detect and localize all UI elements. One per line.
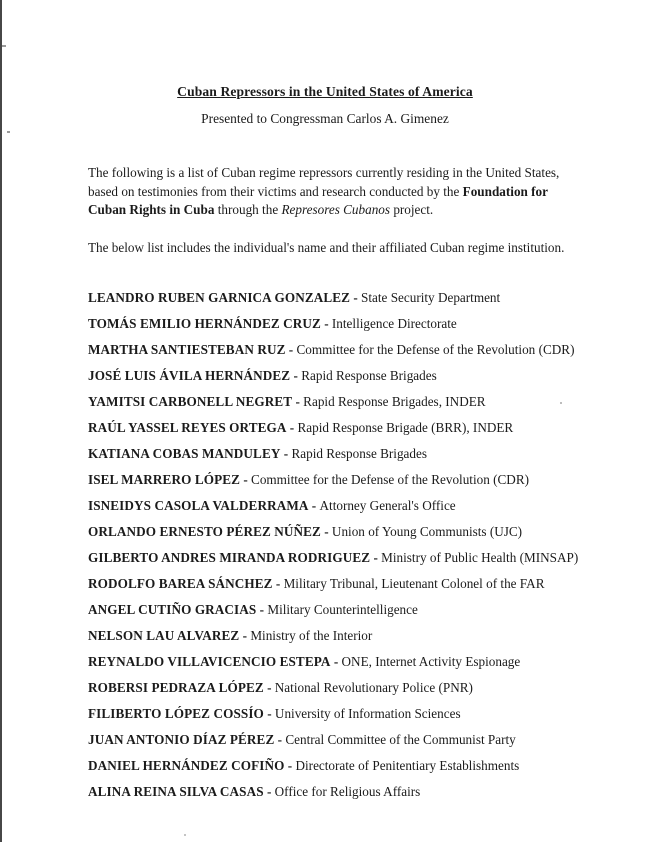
list-item xyxy=(88,784,588,810)
institution: Ministry of Public Health (MINSAP) xyxy=(381,550,579,565)
person-name: DANIEL HERNÁNDEZ COFIÑO xyxy=(88,758,285,773)
list-item xyxy=(88,628,588,654)
institution: Rapid Response Brigades xyxy=(301,368,437,383)
list-item xyxy=(88,732,588,758)
separator: - xyxy=(350,290,362,305)
person-name: ALINA REINA SILVA CASAS xyxy=(88,784,264,799)
scan-speck xyxy=(7,131,10,133)
person-name: ROBERSI PEDRAZA LÓPEZ xyxy=(88,680,264,695)
separator: - xyxy=(330,654,342,669)
institution: ONE, Internet Activity Espionage xyxy=(341,654,521,669)
separator: - xyxy=(285,342,297,357)
separator: - xyxy=(256,602,268,617)
institution: Military Tribunal, Lieutenant Colonel of the FAR xyxy=(283,576,545,591)
project-name: Represores Cubanos xyxy=(281,202,391,217)
separator: - xyxy=(286,420,298,435)
institution: Attorney General's Office xyxy=(319,498,456,513)
list-item xyxy=(88,394,588,420)
list-item xyxy=(88,576,588,602)
list-item xyxy=(88,316,588,342)
institution: Rapid Response Brigade (BRR), INDER xyxy=(297,420,514,435)
list-item xyxy=(88,498,588,524)
person-name: JUAN ANTONIO DÍAZ PÉREZ xyxy=(88,732,275,747)
person-name: JOSÉ LUIS ÁVILA HERNÁNDEZ xyxy=(88,368,291,383)
intro-text-mid: through the xyxy=(214,202,282,217)
institution: Ministry of the Interior xyxy=(250,628,373,643)
separator: - xyxy=(272,576,284,591)
document-subtitle: Presented to Congressman Carlos A. Gimenez xyxy=(201,111,449,126)
person-name: KATIANA COBAS MANDULEY xyxy=(88,446,281,461)
scan-speck xyxy=(184,834,186,836)
list-item xyxy=(88,654,588,680)
institution: University of Information Sciences xyxy=(274,706,461,721)
list-item xyxy=(88,706,588,732)
institution: Rapid Response Brigades xyxy=(291,446,427,461)
document-title: Cuban Repressors in the United States of America xyxy=(177,84,473,99)
separator: - xyxy=(274,732,286,747)
scan-speck xyxy=(560,402,562,404)
separator: - xyxy=(370,550,382,565)
list-item xyxy=(88,602,588,628)
list-item xyxy=(88,472,588,498)
note-paragraph: The below list includes the individual's name and their affiliated Cuban regime institution. xyxy=(88,239,565,255)
person-name: MARTHA SANTIESTEBAN RUZ xyxy=(88,342,286,357)
list-item xyxy=(88,550,588,576)
institution: National Revolutionary Police (PNR) xyxy=(274,680,473,695)
separator: - xyxy=(284,758,296,773)
person-name: RAÚL YASSEL REYES ORTEGA xyxy=(88,420,287,435)
scan-edge-artifact xyxy=(0,0,2,842)
foundation-name: Foundation for Cuban Rights in Cuba xyxy=(88,183,548,217)
person-name: GILBERTO ANDRES MIRANDA RODRIGUEZ xyxy=(88,550,371,565)
separator: - xyxy=(320,316,332,331)
institution: Union of Young Communists (UJC) xyxy=(331,524,523,539)
separator: - xyxy=(280,446,292,461)
person-name: FILIBERTO LÓPEZ COSSÍO xyxy=(88,706,264,721)
person-name: ISEL MARRERO LÓPEZ xyxy=(88,472,241,487)
person-name: ORLANDO ERNESTO PÉREZ NÚÑEZ xyxy=(88,524,321,539)
intro-section xyxy=(88,164,572,257)
separator: - xyxy=(263,680,275,695)
intro-text-end: project. xyxy=(390,202,434,217)
intro-text-start: The following is a list of Cuban regime repressors currently residing in the United States, based on testimonies from their victims and research conducted by the xyxy=(88,165,560,199)
heading-block xyxy=(0,84,650,127)
institution: Military Counterintelligence xyxy=(267,602,418,617)
intro-paragraph xyxy=(88,164,572,220)
separator: - xyxy=(320,524,332,539)
list-item xyxy=(88,290,588,316)
person-name: YAMITSI CARBONELL NEGRET xyxy=(88,394,293,409)
separator: - xyxy=(308,498,320,513)
list-item xyxy=(88,758,588,784)
person-name: REYNALDO VILLAVICENCIO ESTEPA xyxy=(88,654,331,669)
institution: State Security Department xyxy=(361,290,501,305)
separator: - xyxy=(239,628,251,643)
institution: Central Committee of the Communist Party xyxy=(285,732,516,747)
person-name: ANGEL CUTIÑO GRACIAS xyxy=(88,602,257,617)
list-item xyxy=(88,524,588,550)
list-item xyxy=(88,446,588,472)
person-name: TOMÁS EMILIO HERNÁNDEZ CRUZ xyxy=(88,316,321,331)
separator: - xyxy=(263,784,275,799)
person-name: NELSON LAU ALVAREZ xyxy=(88,628,240,643)
institution: Intelligence Directorate xyxy=(331,316,457,331)
list-item xyxy=(88,368,588,394)
separator: - xyxy=(290,368,302,383)
institution: Rapid Response Brigades, INDER xyxy=(303,394,486,409)
institution: Committee for the Defense of the Revolution (CDR) xyxy=(251,472,530,487)
list-item xyxy=(88,680,588,706)
institution: Directorate of Penitentiary Establishments xyxy=(295,758,520,773)
person-name: RODOLFO BAREA SÁNCHEZ xyxy=(88,576,273,591)
person-name: LEANDRO RUBEN GARNICA GONZALEZ xyxy=(88,290,351,305)
separator: - xyxy=(263,706,275,721)
institution: Committee for the Defense of the Revolution (CDR) xyxy=(296,342,575,357)
separator: - xyxy=(292,394,304,409)
list-item xyxy=(88,342,588,368)
scan-speck xyxy=(2,45,6,47)
person-name: ISNEIDYS CASOLA VALDERRAMA xyxy=(88,498,309,513)
repressor-list xyxy=(88,290,588,810)
list-item xyxy=(88,420,588,446)
separator: - xyxy=(240,472,252,487)
institution: Office for Religious Affairs xyxy=(274,784,421,799)
